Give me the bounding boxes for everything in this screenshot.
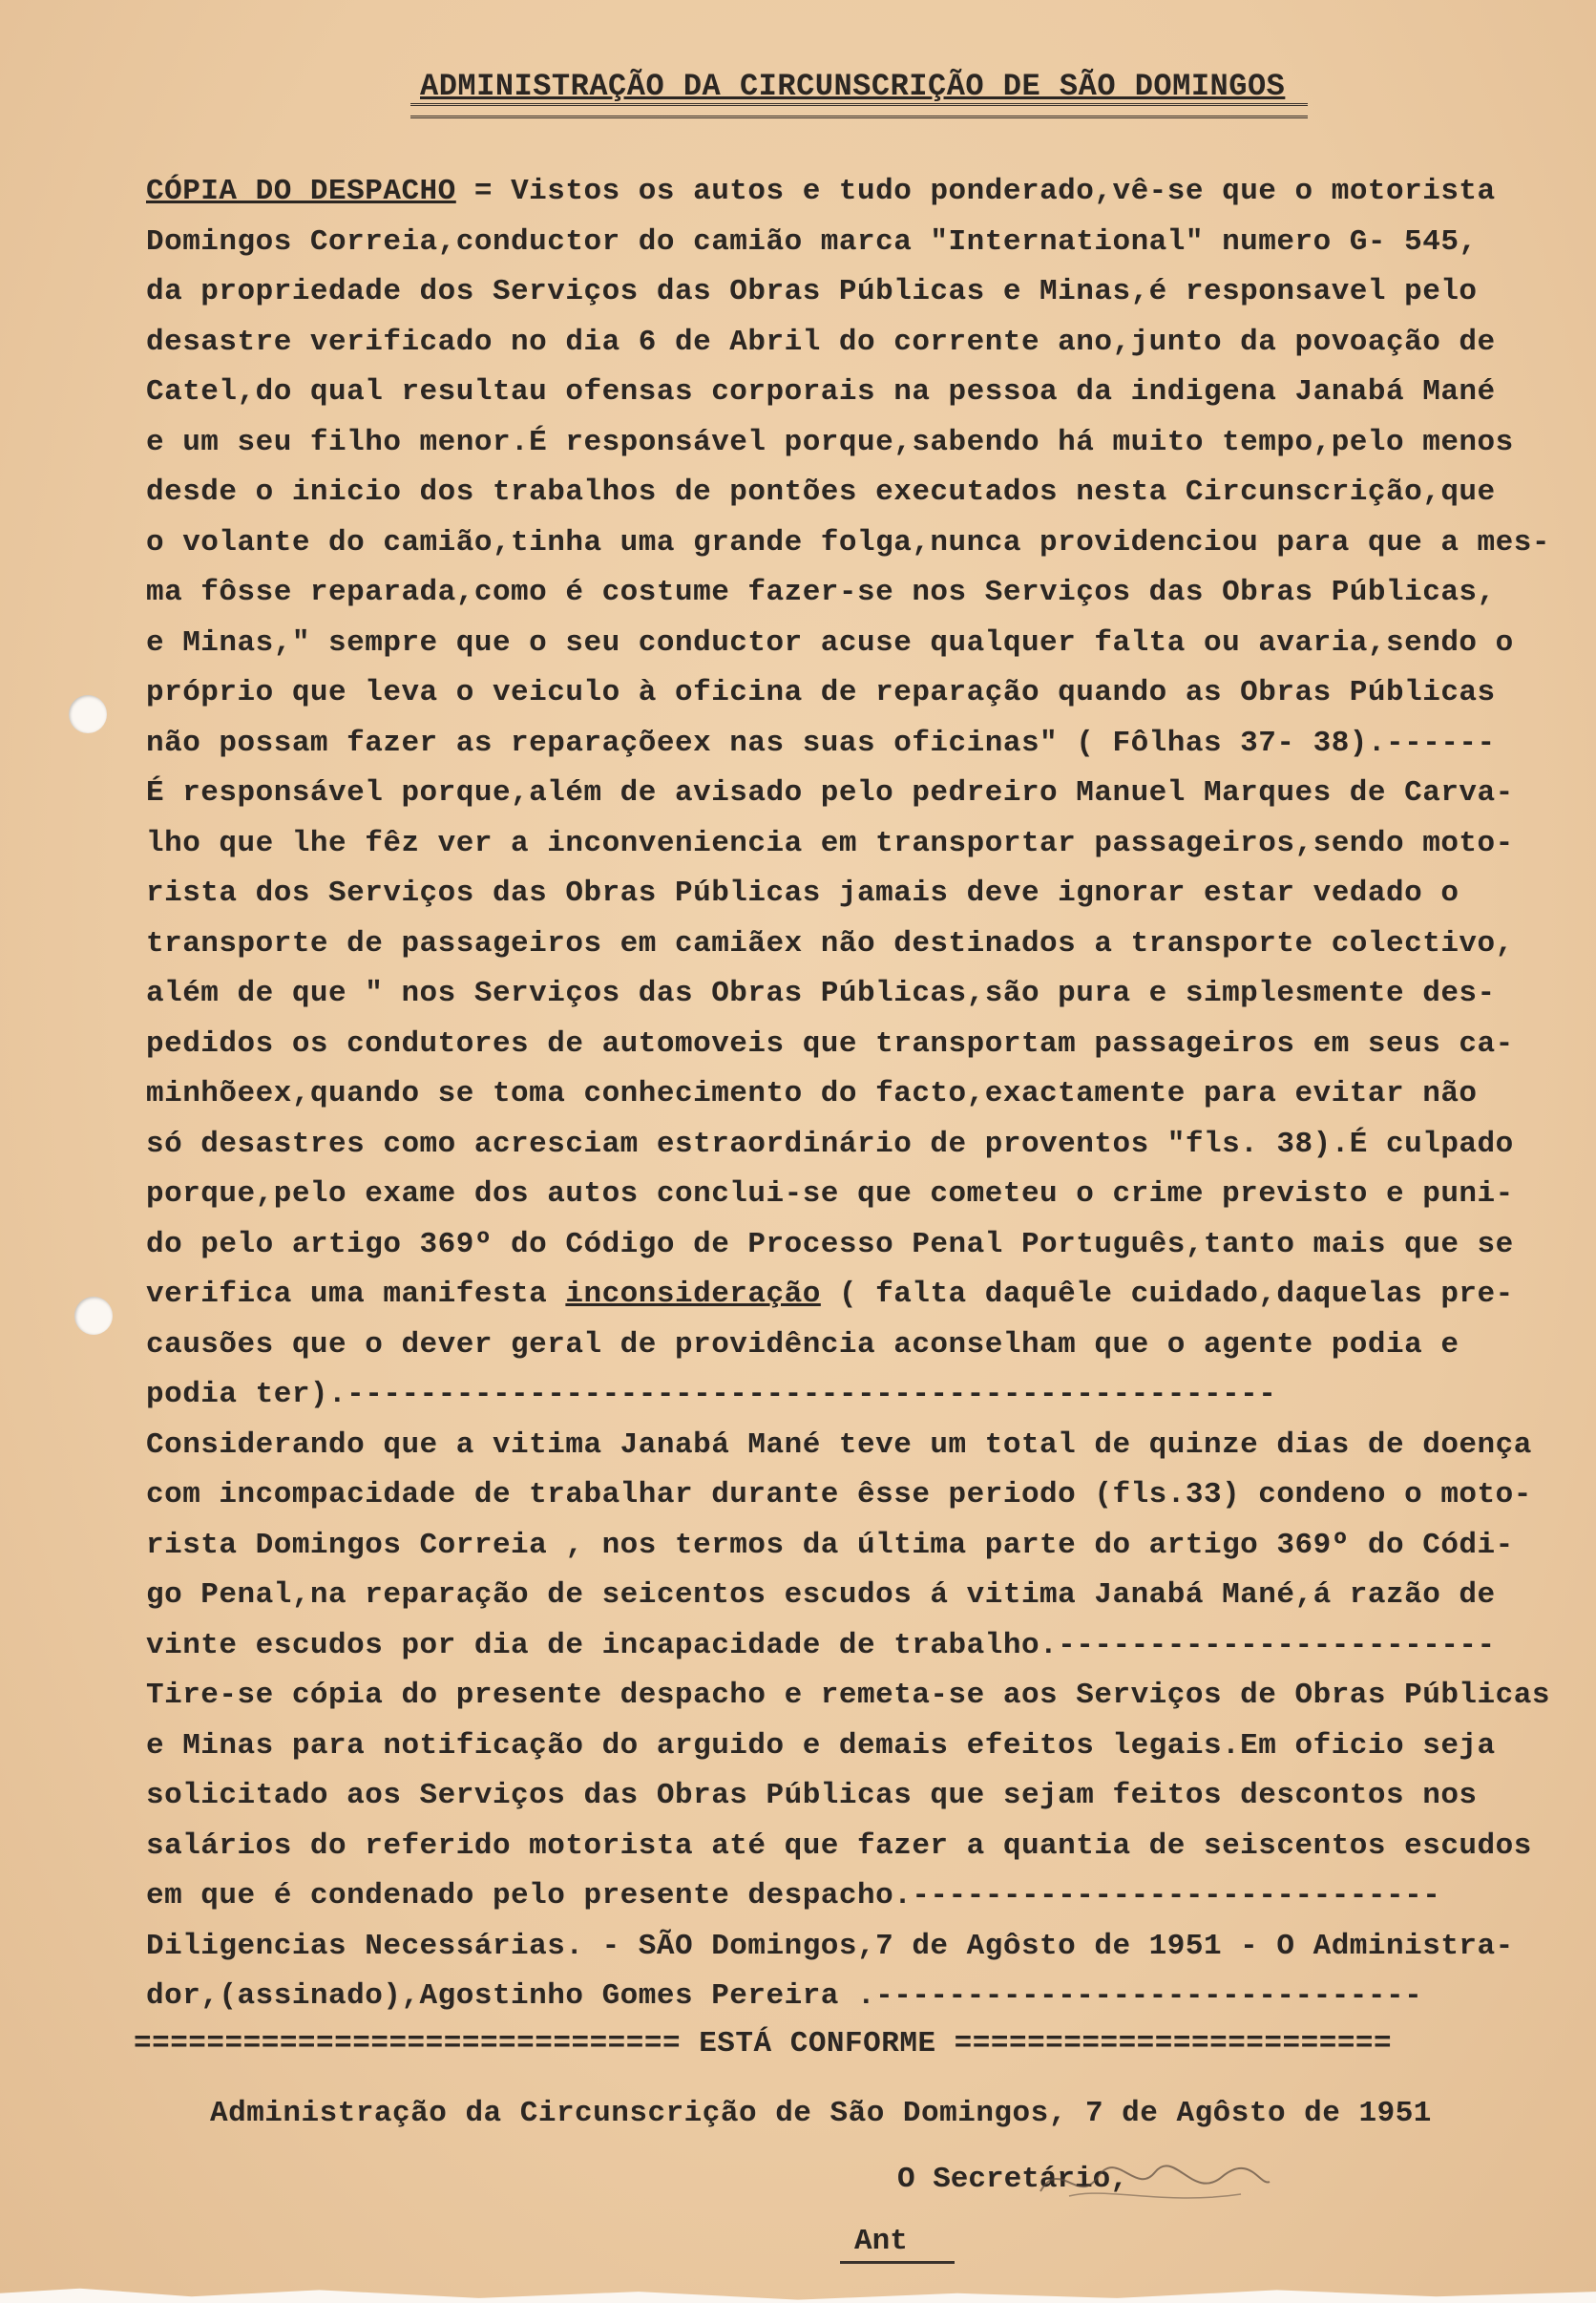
punch-hole-upper (69, 695, 107, 733)
punch-hole-lower (74, 1297, 113, 1335)
torn-edge-bottom (0, 2287, 1596, 2303)
body-line: não possam fazer as reparaçõeex nas suas oficinas" ( Fôlhas 37- 38).------ (146, 726, 1496, 760)
body-line: podia ter).--------------------------------------------------- (146, 1378, 1277, 1411)
body-line: Catel,do qual resultau ofensas corporais na pessoa da indigena Janabá Mané (146, 375, 1496, 409)
body-line: e Minas," sempre que o seu conductor acuse qualquer falta ou avaria,sendo o (146, 625, 1514, 660)
body-line: rista dos Serviços das Obras Públicas jamais deve ignorar estar vedado o (146, 877, 1460, 910)
body-line: próprio que leva o veiculo à oficina de reparação quando as Obras Públicas (146, 676, 1496, 709)
body-line: ma fôsse reparada,como é costume fazer-se nos Serviços das Obras Públicas, (146, 576, 1496, 609)
body-line: dor,(assinado),Agostinho Gomes Pereira .------------------------------ (146, 1979, 1423, 2013)
body-line: solicitado aos Serviços das Obras Públicas que sejam feitos descontos nos (146, 1779, 1478, 1812)
body-line: e um seu filho menor.É responsável porque,sabendo há muito tempo,pelo menos (146, 425, 1514, 459)
body-line: Diligencias Necessárias. - SÃO Domingos,7 de Agôsto de 1951 - O Administra- (146, 1929, 1514, 1963)
conforme-label: ESTÁ CONFORME (699, 2027, 936, 2060)
signature-name-start: Ant (854, 2225, 908, 2258)
emphasis-word: inconsideração (565, 1278, 821, 1311)
body-line: da propriedade dos Serviços das Obras Públicas e Minas,é responsavel pelo (146, 275, 1478, 308)
signature-line (840, 2261, 955, 2264)
body-line: só desastres como acresciam estraordinário de proventos "fls. 38).É culpado (146, 1127, 1514, 1161)
body-line: rista Domingos Correia , nos termos da última parte do artigo 369º do Códi- (146, 1528, 1514, 1562)
body-line: porque,pelo exame dos autos conclui-se que cometeu o crime previsto e puni- (146, 1177, 1514, 1211)
body-line: pedidos os condutores de automoveis que transportam passageiros em seus ca- (146, 1026, 1514, 1061)
conforme-line (134, 2019, 1392, 2070)
body-line: Domingos Correia,conductor do camião marca "International" numero G- 545, (146, 224, 1478, 259)
body-line: e Minas para notificação do arguido e demais efeitos legais.Em oficio seja (146, 1728, 1496, 1763)
body-line: lho que lhe fêz ver a inconveniencia em transportar passageiros,sendo moto- (146, 826, 1514, 860)
body-line: com incompacidade de trabalhar durante êsse periodo (fls.33) condeno o moto- (146, 1478, 1532, 1511)
place-date-line: Administração da Circunscrição de São Domingos, 7 de Agôsto de 1951 (210, 2097, 1432, 2130)
body-line: o volante do camião,tinha uma grande folga,nunca providenciou para que a mes- (146, 525, 1550, 560)
body-line: minhõeex,quando se toma conhecimento do facto,exactamente para evitar não (146, 1077, 1478, 1110)
handwritten-signature (1031, 2148, 1279, 2215)
body-line: verifica uma manifesta (146, 1278, 566, 1311)
body-line: transporte de passageiros em camiãex não destinados a transporte colectivo, (146, 926, 1514, 961)
body-line: salários do referido motorista até que fazer a quantia de seiscentos escudos (146, 1828, 1532, 1863)
conforme-rule-left: ============================== (134, 2027, 682, 2060)
body-line: em que é condenado pelo presente despacho.----------------------------- (146, 1879, 1441, 1912)
body-line: além de que " nos Serviços das Obras Públicas,são pura e simplesmente des- (146, 977, 1496, 1010)
body-line: vinte escudos por dia de incapacidade de trabalho.------------------------ (146, 1628, 1496, 1662)
signature-role: O Secretário, (897, 2163, 1128, 2196)
despacho-label: CÓPIA DO DESPACHO (146, 175, 456, 208)
despacho-body (146, 167, 1550, 2022)
body-line: = Vistos os autos e tudo ponderado,vê-se que o motorista (455, 175, 1496, 208)
body-line: É responsável porque,além de avisado pelo pedreiro Manuel Marques de Carva- (146, 776, 1514, 810)
body-line: Considerando que a vitima Janabá Mané teve um total de quinze dias de doença (146, 1427, 1532, 1462)
body-line: Tire-se cópia do presente despacho e remeta-se aos Serviços de Obras Públicas (146, 1679, 1550, 1712)
body-line: desastre verificado no dia 6 de Abril do corrente ano,junto da povoação de (146, 325, 1496, 359)
body-line: go Penal,na reparação de seicentos escudos á vitima Janabá Mané,á razão de (146, 1578, 1496, 1612)
page-title: ADMINISTRAÇÃO DA CIRCUNSCRIÇÃO DE SÃO DOMINGOS (420, 69, 1286, 104)
body-line-tail: ( falta daquêle cuidado,daquelas pre- (820, 1278, 1514, 1311)
body-line: desde o inicio dos trabalhos de pontões executados nesta Circunscrição,que (146, 475, 1496, 509)
title-double-rule (410, 103, 1308, 118)
conforme-rule-right: ======================== (954, 2027, 1393, 2060)
body-line: do pelo artigo 369º do Código de Processo Penal Português,tanto mais que se (146, 1227, 1514, 1261)
body-line: causões que o dever geral de providência aconselham que o agente podia e (146, 1327, 1460, 1362)
